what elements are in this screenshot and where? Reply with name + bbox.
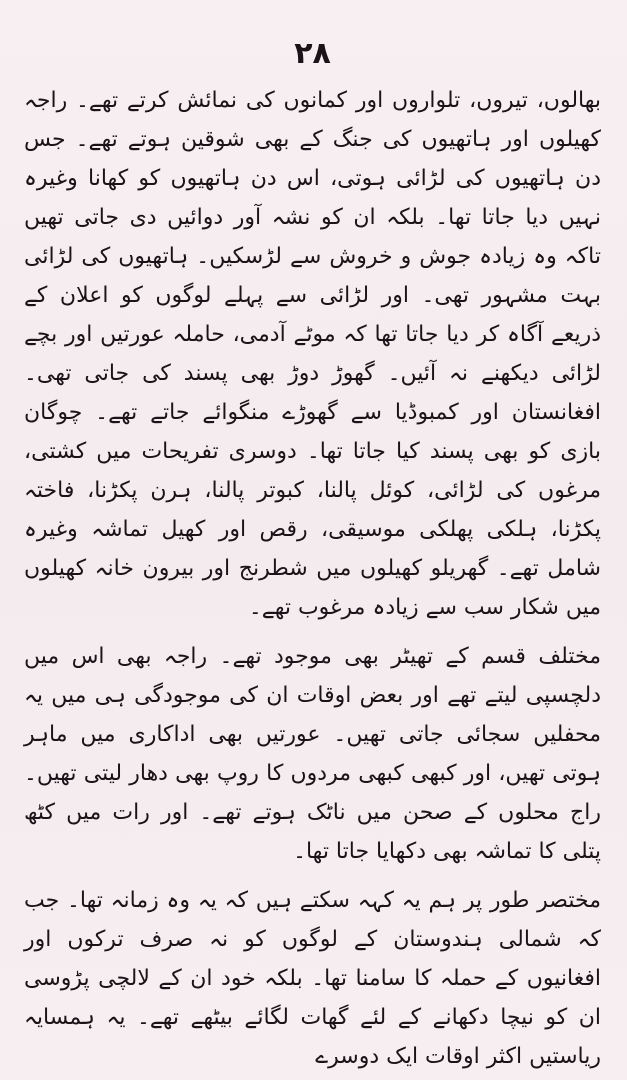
paragraph-entertainment: بھالوں، تیروں، تلواروں اور کمانوں کی نمائش کرتے تھے۔ راجہ کھیلوں اور ہاتھیوں کی جنگ کے بھی شوقین ہوتے تھے۔ جس دن ہاتھیوں کی لڑائی ہوتی، اس دن ہاتھیوں کو کھانا وغیرہ نہیں دیا جاتا تھا۔ بلکہ ان کو نشہ آور دوائیں دی جاتی تھیں تاکہ وہ زیادہ جوش و خروش سے لڑسکیں۔ ہاتھیوں کی لڑائی بہت مشہور تھی۔ اور لڑائی سے پہلے لوگوں کو اعلان کے ذریعے آگاہ کر دیا جاتا تھا کہ موٹے آدمی، حاملہ عورتیں اور بچے لڑائی دیکھنے نہ آئیں۔ گھوڑ دوڑ بھی پسند کی جاتی تھی۔ افغانستان اور کمبوڈیا سے گھوڑے منگوائے جاتے تھے۔ چوگان بازی کو بھی پسند کیا جاتا تھا۔ دوسری تفریحات میں کشتی، مرغوں کی لڑائی، کوئل پالنا، کبوتر پالنا، ہرن پکڑنا، فاختہ پکڑنا، ہلکی پھلکی موسیقی، رقص اور کھیل تماشہ وغیرہ شامل تھے۔ گھریلو کھیلوں میں شطرنج اور بیرون خانہ کھیلوں میں شکار سب سے زیادہ مرغوب تھے۔: [24, 88, 601, 620]
page-number: ۲۸: [294, 36, 331, 71]
paragraph-theatre: مختلف قسم کے تھیٹر بھی موجود تھے۔ راجہ بھی اس میں دلچسپی لیتے تھے اور بعض اوقات ان کی موجودگی ہی میں یہ محفلیں سجائی جاتی تھیں۔ عورتیں بھی اداکاری میں ماہر ہوتی تھیں، اور کبھی کبھی مردوں کا روپ بھی دھار لیتی تھیں۔ راج محلوں کے صحن میں ناٹک ہوتے تھے۔ اور رات میں کٹھ پتلی کا تماشہ بھی دکھایا جاتا تھا۔: [24, 644, 601, 864]
paragraph-summary: مختصر طور پر ہم یہ کہہ سکتے ہیں کہ یہ وہ زمانہ تھا۔ جب کہ شمالی ہندوستان کے لوگوں کو نہ صرف ترکوں اور افغانیوں کے حملہ کا سامنا تھا۔ بلکہ خود ان کے لالچی پڑوسی ان کو نیچا دکھانے کے لئے گھات لگائے بیٹھے تھے۔ یہ ہمسایہ ریاستیں اکثر اوقات ایک دوسرے: [24, 888, 601, 1069]
